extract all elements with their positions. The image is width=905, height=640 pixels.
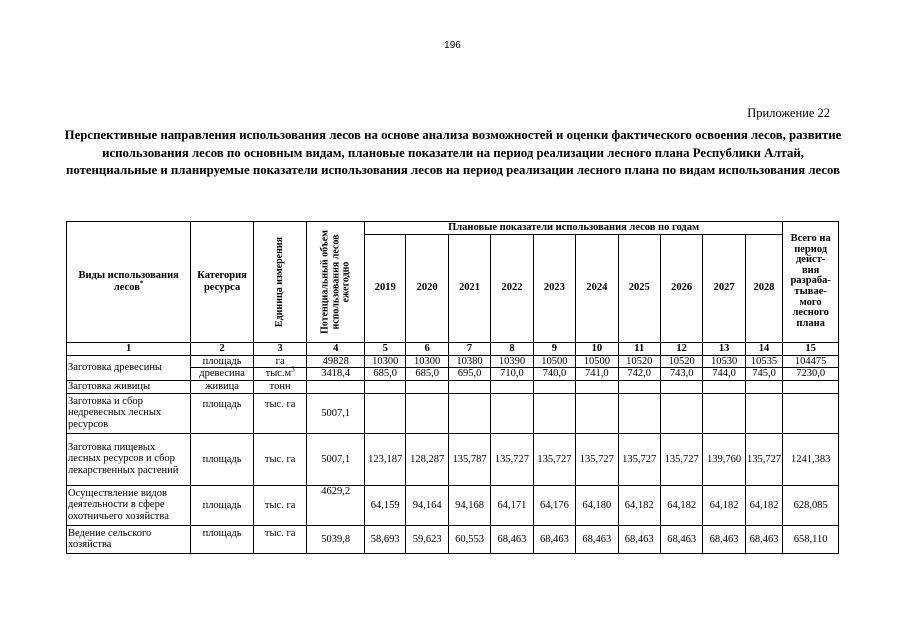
header-planned: Плановые показатели использования лесов по годам <box>365 222 783 235</box>
row-unit: га <box>253 355 307 367</box>
header-year: 2019 <box>365 234 406 342</box>
col-number: 11 <box>618 342 660 355</box>
row-value <box>618 393 660 433</box>
row-value <box>491 380 533 393</box>
row-total <box>783 393 839 433</box>
col-number: 4 <box>307 342 365 355</box>
row-value: 10390 <box>491 355 533 367</box>
row-value: 710,0 <box>491 367 533 380</box>
row-potential <box>307 380 365 393</box>
row-potential: 5007,1 <box>307 393 365 433</box>
row-value: 10520 <box>618 355 660 367</box>
row-kind: Осуществление видов деятельности в сфере охотничьего хозяйства <box>67 485 191 525</box>
table-row <box>67 380 839 393</box>
header-unit: Единица измерения <box>253 222 307 343</box>
row-value <box>576 380 618 393</box>
row-value: 10530 <box>703 355 745 367</box>
row-value: 135,727 <box>491 433 533 485</box>
row-total <box>783 380 839 393</box>
row-value: 68,463 <box>576 525 618 553</box>
row-value: 10500 <box>576 355 618 367</box>
row-value: 64,176 <box>533 485 575 525</box>
table-row <box>67 433 839 485</box>
row-potential: 4629,2 <box>307 485 365 525</box>
row-kind: Заготовка живицы <box>67 380 191 393</box>
row-value: 68,463 <box>533 525 575 553</box>
row-value: 135,727 <box>533 433 575 485</box>
row-value: 742,0 <box>618 367 660 380</box>
row-value: 68,463 <box>660 525 702 553</box>
col-number: 15 <box>783 342 839 355</box>
row-value: 68,463 <box>703 525 745 553</box>
row-value: 128,287 <box>406 433 448 485</box>
row-kind: Заготовка и сбор недревесных лесных ресурсов <box>67 393 191 433</box>
row-value <box>533 380 575 393</box>
table-row <box>67 485 839 525</box>
col-number: 6 <box>406 342 448 355</box>
row-value: 59,623 <box>406 525 448 553</box>
header-year: 2022 <box>491 234 533 342</box>
row-total: 628,085 <box>783 485 839 525</box>
header-year: 2020 <box>406 234 448 342</box>
row-value <box>745 380 783 393</box>
row-value <box>703 393 745 433</box>
row-potential: 49828 <box>307 355 365 367</box>
row-category: площадь <box>191 355 254 367</box>
row-value: 695,0 <box>448 367 490 380</box>
header-year: 2021 <box>448 234 490 342</box>
header-kinds: Виды использования лесов* <box>67 222 191 343</box>
row-value: 58,693 <box>365 525 406 553</box>
header-year: 2025 <box>618 234 660 342</box>
row-value: 68,463 <box>618 525 660 553</box>
row-value: 741,0 <box>576 367 618 380</box>
row-total: 104475 <box>783 355 839 367</box>
row-potential: 3418,4 <box>307 367 365 380</box>
row-value: 68,463 <box>745 525 783 553</box>
row-value: 64,159 <box>365 485 406 525</box>
col-number: 7 <box>448 342 490 355</box>
row-value: 135,787 <box>448 433 490 485</box>
col-number: 9 <box>533 342 575 355</box>
row-value: 135,727 <box>618 433 660 485</box>
row-value: 60,553 <box>448 525 490 553</box>
row-value: 745,0 <box>745 367 783 380</box>
header-year: 2026 <box>660 234 702 342</box>
row-value <box>745 393 783 433</box>
row-unit: тыс. га <box>253 393 307 433</box>
row-value <box>448 380 490 393</box>
row-value: 123,187 <box>365 433 406 485</box>
row-category: площадь <box>191 525 254 553</box>
table-row <box>67 355 839 367</box>
row-total: 7230,0 <box>783 367 839 380</box>
row-value: 744,0 <box>703 367 745 380</box>
row-total: 1241,383 <box>783 433 839 485</box>
row-category: живица <box>191 380 254 393</box>
row-value: 685,0 <box>365 367 406 380</box>
forest-use-table <box>66 221 839 554</box>
row-value <box>576 393 618 433</box>
row-unit: тыс. га <box>253 433 307 485</box>
row-value: 64,182 <box>703 485 745 525</box>
row-category: площадь <box>191 393 254 433</box>
row-unit: тонн <box>253 380 307 393</box>
row-value <box>533 393 575 433</box>
row-potential: 5007,1 <box>307 433 365 485</box>
row-unit: $тыс.м^3$ <box>253 367 307 380</box>
row-value: 10535 <box>745 355 783 367</box>
header-year: 2024 <box>576 234 618 342</box>
row-kind: Заготовка древесины <box>67 355 191 380</box>
row-value: 64,180 <box>576 485 618 525</box>
header-potential: Потенциальный объем использования лесов ежегодно <box>307 222 365 343</box>
row-value: 94,168 <box>448 485 490 525</box>
header-year: 2028 <box>745 234 783 342</box>
col-number: 2 <box>191 342 254 355</box>
header-year: 2027 <box>703 234 745 342</box>
document-title: Перспективные направления использования лесов на основе анализа возможностей и оценки фактического освоения лесов, развитие использования лесов по основным видам, плановые показатели на период реализации лесного плана Республики Алтай, потенциальные и планируемые показатели использования лесов на период реализации лесного плана по видам использования лесов <box>64 128 842 177</box>
row-value: 10300 <box>365 355 406 367</box>
row-value: 135,727 <box>660 433 702 485</box>
row-value <box>703 380 745 393</box>
row-value: 10500 <box>533 355 575 367</box>
row-value: 135,727 <box>576 433 618 485</box>
row-unit: тыс. га <box>253 485 307 525</box>
row-unit: тыс. га <box>253 525 307 553</box>
row-category: площадь <box>191 433 254 485</box>
table-row <box>67 393 839 433</box>
header-category: Категория ресурса <box>191 222 254 343</box>
row-value: 740,0 <box>533 367 575 380</box>
row-value: 64,171 <box>491 485 533 525</box>
row-value: 64,182 <box>618 485 660 525</box>
row-value: 685,0 <box>406 367 448 380</box>
row-value <box>491 393 533 433</box>
row-value: 94,164 <box>406 485 448 525</box>
row-value: 139,760 <box>703 433 745 485</box>
row-value <box>660 393 702 433</box>
col-number: 3 <box>253 342 307 355</box>
col-number: 5 <box>365 342 406 355</box>
header-year: 2023 <box>533 234 575 342</box>
row-total: 658,110 <box>783 525 839 553</box>
appendix-label: Приложение 22 <box>747 106 830 120</box>
row-kind: Ведение сельского хозяйства <box>67 525 191 553</box>
col-number: 12 <box>660 342 702 355</box>
row-value <box>365 380 406 393</box>
row-value: 64,182 <box>745 485 783 525</box>
row-category: площадь <box>191 485 254 525</box>
col-number: 13 <box>703 342 745 355</box>
row-value <box>660 380 702 393</box>
col-number: 14 <box>745 342 783 355</box>
row-value: 10380 <box>448 355 490 367</box>
row-value: 64,182 <box>660 485 702 525</box>
row-value <box>365 393 406 433</box>
row-value <box>448 393 490 433</box>
col-number: 8 <box>491 342 533 355</box>
row-value: 10300 <box>406 355 448 367</box>
table-row <box>67 525 839 553</box>
row-value: 743,0 <box>660 367 702 380</box>
column-number-row <box>67 342 839 355</box>
row-category: древесина <box>191 367 254 380</box>
row-value <box>406 393 448 433</box>
row-value <box>406 380 448 393</box>
row-value: 135,727 <box>745 433 783 485</box>
row-value: 68,463 <box>491 525 533 553</box>
row-value <box>618 380 660 393</box>
row-kind: Заготовка пищевых лесных ресурсов и сбор лекарственных растений <box>67 433 191 485</box>
col-number: 1 <box>67 342 191 355</box>
header-total: Всего на период дейст- вия разраба- тывае- мого лесного плана <box>783 222 839 343</box>
row-value: 10520 <box>660 355 702 367</box>
page-number: 196 <box>444 40 461 51</box>
row-potential: 5039,8 <box>307 525 365 553</box>
col-number: 10 <box>576 342 618 355</box>
